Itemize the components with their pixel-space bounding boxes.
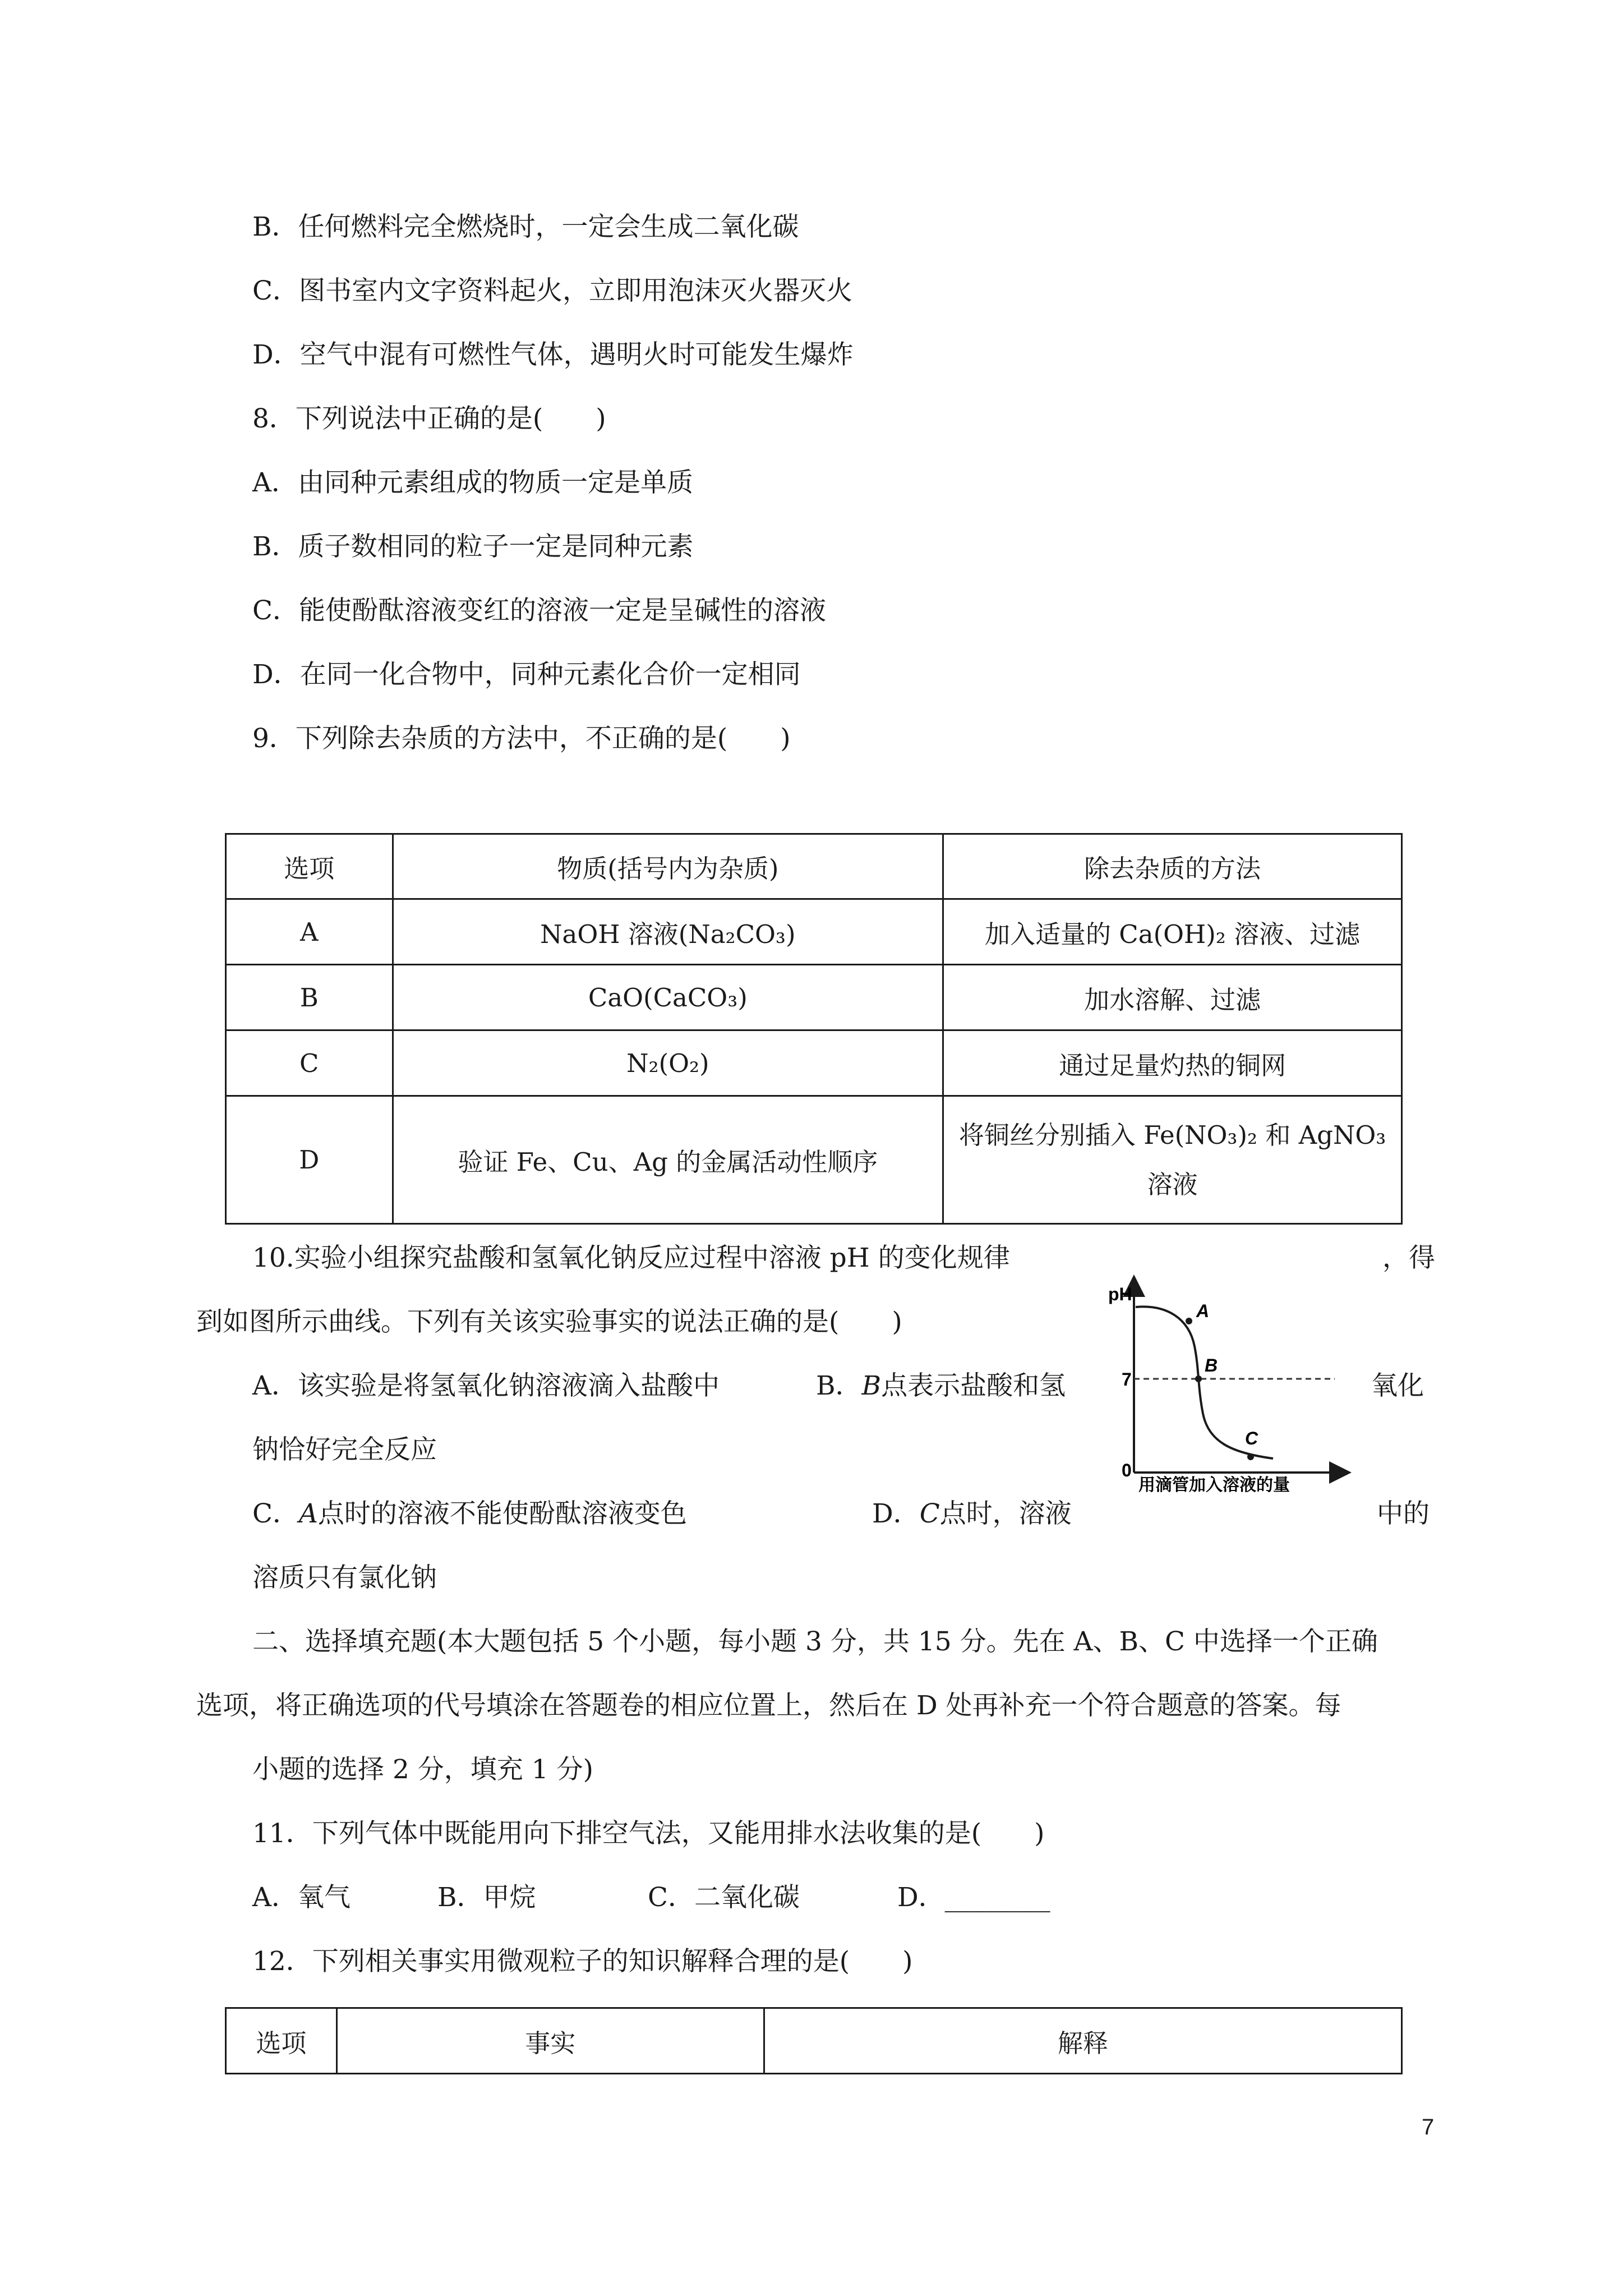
q9-row-d-option: D xyxy=(226,1096,393,1224)
q9-row-a-method: 加入适量的 Ca(OH)₂ 溶液、过滤 xyxy=(943,899,1402,965)
q9-row-b-method: 加水溶解、过滤 xyxy=(943,965,1402,1030)
q12-header-option: 选项 xyxy=(226,2008,337,2074)
q10-option-b-prefix: B． xyxy=(816,1370,862,1401)
q10-option-b-cont: 氧化 xyxy=(1371,1370,1424,1401)
section2-line2: 选项，将正确选项的代号填涂在答题卷的相应位置上，然后在 D 处再补充一个符合题意的答案。每 xyxy=(196,1690,1341,1721)
q11-option-c: C．二氧化碳 xyxy=(648,1882,800,1913)
q9-row-d-method xyxy=(943,1096,1402,1224)
q8-option-b: B．质子数相同的粒子一定是同种元素 xyxy=(252,531,694,562)
q10-option-b-point: B xyxy=(861,1370,882,1401)
q7-option-d: D．空气中混有可燃性气体，遇明火时可能发生爆炸 xyxy=(252,339,854,370)
ph-curve-chart xyxy=(1105,1273,1368,1492)
q12-header-fact: 事实 xyxy=(336,2008,764,2074)
q9-row-c-substance: N₂(O₂) xyxy=(393,1030,943,1096)
q9-row-a-option: A xyxy=(226,899,393,965)
q9-row-b-option: B xyxy=(226,965,393,1030)
q10-option-d-point: C xyxy=(919,1498,940,1529)
q11-stem: 11．下列气体中既能用向下排空气法，又能用排水法收集的是( ) xyxy=(252,1818,1045,1849)
q8-option-c: C．能使酚酞溶液变红的溶液一定是呈碱性的溶液 xyxy=(252,595,826,626)
q10-option-c-text: 点时的溶液不能使酚酞溶液变色 xyxy=(317,1498,687,1529)
table-row xyxy=(226,1096,1402,1224)
q9-row-d-method-line2: 溶液 xyxy=(1147,1169,1198,1199)
q12-stem: 12．下列相关事实用微观粒子的知识解释合理的是( ) xyxy=(252,1946,913,1977)
table-row xyxy=(226,965,1402,1030)
section2-line1: 二、选择填充题(本大题包括 5 个小题，每小题 3 分，共 15 分。先在 A、B、C 中选择一个正确 xyxy=(252,1626,1378,1657)
q10-option-d-text: 点时，溶液 xyxy=(939,1498,1072,1529)
table-row xyxy=(226,1030,1402,1096)
q9-header-substance: 物质(括号内为杂质) xyxy=(393,834,943,899)
q9-header-option: 选项 xyxy=(226,834,393,899)
q10-option-b-line2: 钠恰好完全反应 xyxy=(252,1434,437,1465)
origin-label: 0 xyxy=(1122,1460,1132,1480)
point-b xyxy=(1195,1375,1202,1382)
point-c xyxy=(1247,1453,1254,1460)
q10-option-c-prefix: C． xyxy=(252,1498,299,1529)
q8-stem: 8．下列说法中正确的是( ) xyxy=(252,403,606,434)
section2-line3: 小题的选择 2 分，填充 1 分) xyxy=(252,1754,593,1785)
table-row xyxy=(226,899,1402,965)
q7-option-b: B．任何燃料完全燃烧时，一定会生成二氧化碳 xyxy=(252,211,799,242)
q12-header-row xyxy=(226,2008,1402,2074)
y-axis-label: pH xyxy=(1108,1284,1132,1304)
point-a xyxy=(1186,1318,1192,1324)
q8-option-d: D．在同一化合物中，同种元素化合价一定相同 xyxy=(252,659,801,690)
q9-stem: 9．下列除去杂质的方法中，不正确的是( ) xyxy=(252,723,791,754)
q10-line2: 到如图所示曲线。下列有关该实验事实的说法正确的是( ) xyxy=(196,1306,902,1337)
q7-option-c: C．图书室内文字资料起火，立即用泡沫灭火器灭火 xyxy=(252,275,852,306)
q10-option-c-point: A xyxy=(298,1498,318,1529)
q9-row-b-substance: CaO(CaCO₃) xyxy=(393,965,943,1030)
q9-header-method: 除去杂质的方法 xyxy=(943,834,1402,899)
point-a-label: A xyxy=(1196,1301,1210,1321)
q9-row-c-method: 通过足量灼热的铜网 xyxy=(943,1030,1402,1096)
q10-line1: 10.实验小组探究盐酸和氢氧化钠反应过程中溶液 pH 的变化规律 xyxy=(252,1243,1010,1273)
q11-option-a: A．氧气 xyxy=(252,1882,351,1913)
q10-line1-end: ，得 xyxy=(1382,1243,1435,1273)
q9-row-d-substance: 验证 Fe、Cu、Ag 的金属活动性顺序 xyxy=(393,1096,943,1224)
q10-option-c xyxy=(252,1497,687,1531)
x-axis-label: 用滴管加入溶液的量 xyxy=(1138,1476,1290,1492)
point-b-label: B xyxy=(1205,1355,1218,1375)
q9-header-row xyxy=(226,834,1402,899)
q10-option-b xyxy=(816,1369,1066,1403)
q11-option-d: D．________ xyxy=(897,1882,1050,1913)
q10-option-d-prefix: D． xyxy=(872,1498,920,1529)
page-number: 7 xyxy=(1422,2115,1435,2139)
q10-option-d xyxy=(872,1497,1072,1531)
q10-option-a: A．该实验是将氢氧化钠溶液滴入盐酸中 xyxy=(252,1370,720,1401)
q9-table xyxy=(225,833,1403,1225)
y-tick-7: 7 xyxy=(1122,1369,1132,1389)
q12-table xyxy=(225,2007,1403,2074)
q9-row-c-option: C xyxy=(226,1030,393,1096)
q10-option-d-cont: 中的 xyxy=(1377,1498,1430,1529)
q10-option-d-line2: 溶质只有氯化钠 xyxy=(252,1562,437,1593)
q9-row-a-substance: NaOH 溶液(Na₂CO₃) xyxy=(393,899,943,965)
q10-option-b-text: 点表示盐酸和氢 xyxy=(881,1370,1066,1401)
q11-option-b: B．甲烷 xyxy=(437,1882,536,1913)
point-c-label: C xyxy=(1245,1428,1258,1448)
q8-option-a: A．由同种元素组成的物质一定是单质 xyxy=(252,467,693,498)
q12-header-explanation: 解释 xyxy=(764,2008,1401,2074)
q9-row-d-method-line1: 将铜丝分别插入 Fe(NO₃)₂ 和 AgNO₃ xyxy=(958,1120,1386,1150)
